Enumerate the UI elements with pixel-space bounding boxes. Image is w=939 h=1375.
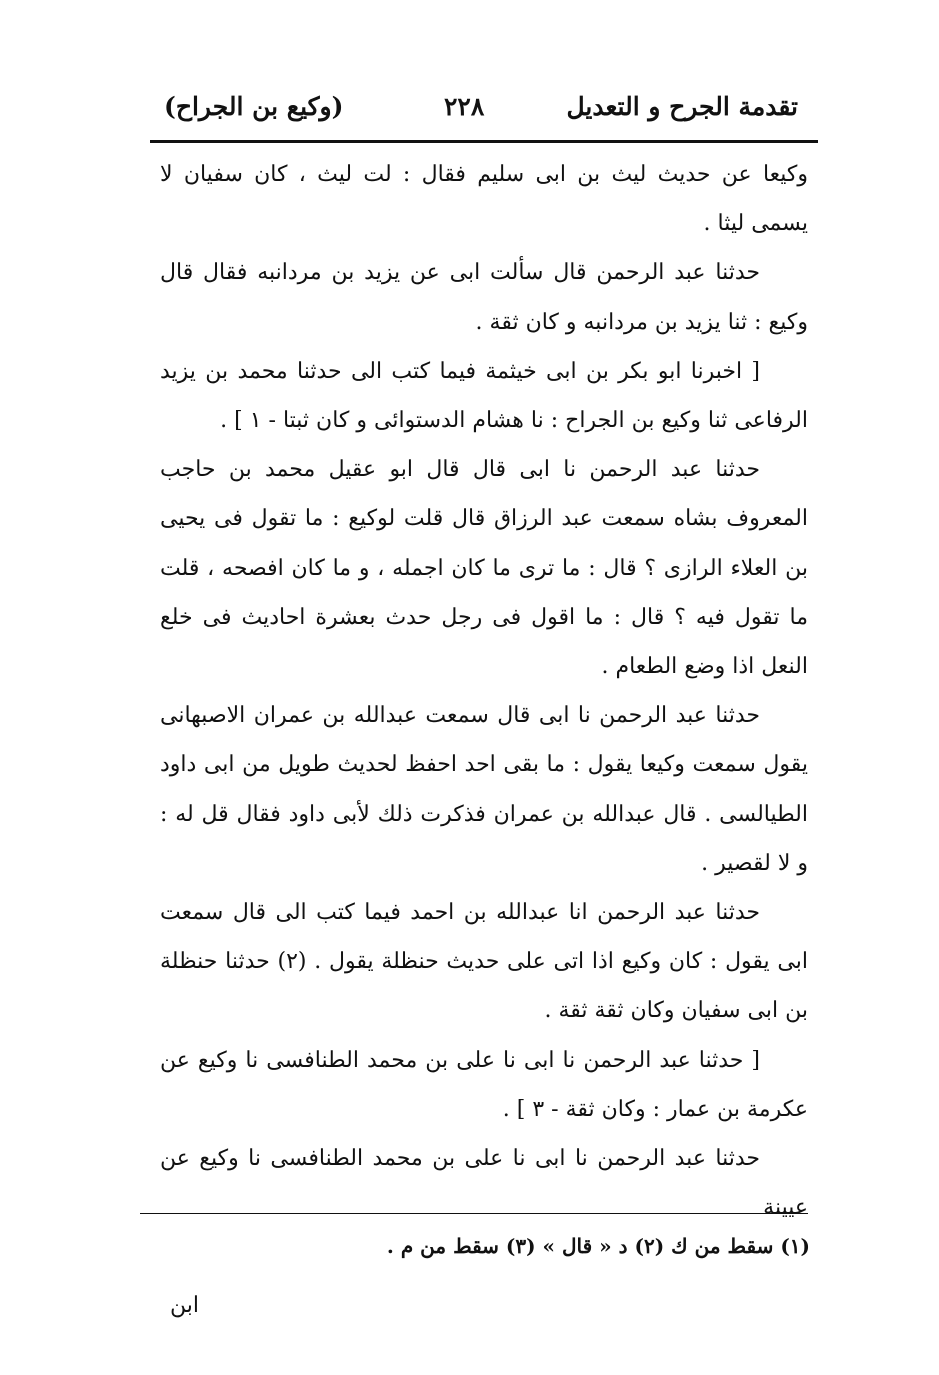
- section-title: (وكيع بن الجراح): [164, 92, 344, 121]
- catchword: ابن: [170, 1293, 199, 1318]
- paragraph: [ حدثنا عبد الرحمن نا ابى نا على بن محمد الطنافسى نا وكيع عن عكرمة بن عمار : وكان ثقة - ٣ ] .: [160, 1047, 808, 1122]
- paragraph: وكيعا عن حديث ليث بن ابى سليم فقال : لت ليث ، كان سفيان لا يسمى ليثا .: [160, 162, 808, 237]
- paragraph: حدثنا عبد الرحمن نا ابى قال قال ابو عقيل محمد بن حاجب المعروف بشاه سمعت عبد الرزاق قال قلت لوكيع : ما تقول فى يحيى بن العلاء الرازى ؟ قال : ما ترى ما كان اجمله ، و ما كان افصحه ، قلت ما تقول فيه ؟ قال : ما اقول فى رجل حدث بعشرة احاديث فى خلع النعل اذا وضع الطعام .: [160, 457, 808, 680]
- paragraph: [ اخبرنا ابو بكر بن ابى خيثمة فيما كتب الى حدثنا محمد بن يزيد الرفاعى ثنا وكيع بن الجراح : نا هشام الدستوائى و كان ثبتا - ١ ] .: [160, 358, 808, 434]
- main-text: [160, 150, 808, 1232]
- header-rule: [150, 140, 818, 143]
- paragraph: حدثنا عبد الرحمن نا ابى نا على بن محمد الطنافسى نا وكيع عن عيينة: [160, 1146, 808, 1221]
- paragraph: حدثنا عبد الرحمن نا ابى قال سمعت عبدالله بن عمران الاصبهانى يقول سمعت وكيعا يقول : ما بقى احد احفظ لحديث طويل من ابى داود الطيالسى . قال عبدالله بن عمران فذكرت ذلك لأبى داود فقال قل له : و لا لقصير .: [160, 703, 808, 876]
- paragraph: حدثنا عبد الرحمن انا عبدالله بن احمد فيما كتب الى قال سمعت ابى يقول : كان وكيع اذا اتى على حديث حنظلة يقول . (٢) حدثنا حنظلة بن ابى سفيان وكان ثقة ثقة .: [160, 900, 808, 1024]
- page-number: ٢٢٨: [444, 92, 485, 121]
- paragraph: حدثنا عبد الرحمن قال سألت ابى عن يزيد بن مردانبه فقال قال وكيع : ثنا يزيد بن مردانبه و كان ثقة .: [160, 260, 808, 335]
- footnote: (١) سقط من ك (٢) د « قال » (٣) سقط من م .: [386, 1234, 810, 1258]
- footnote-rule: [140, 1213, 808, 1214]
- running-header: [150, 86, 818, 128]
- book-title: تقدمة الجرح و التعديل: [566, 92, 798, 121]
